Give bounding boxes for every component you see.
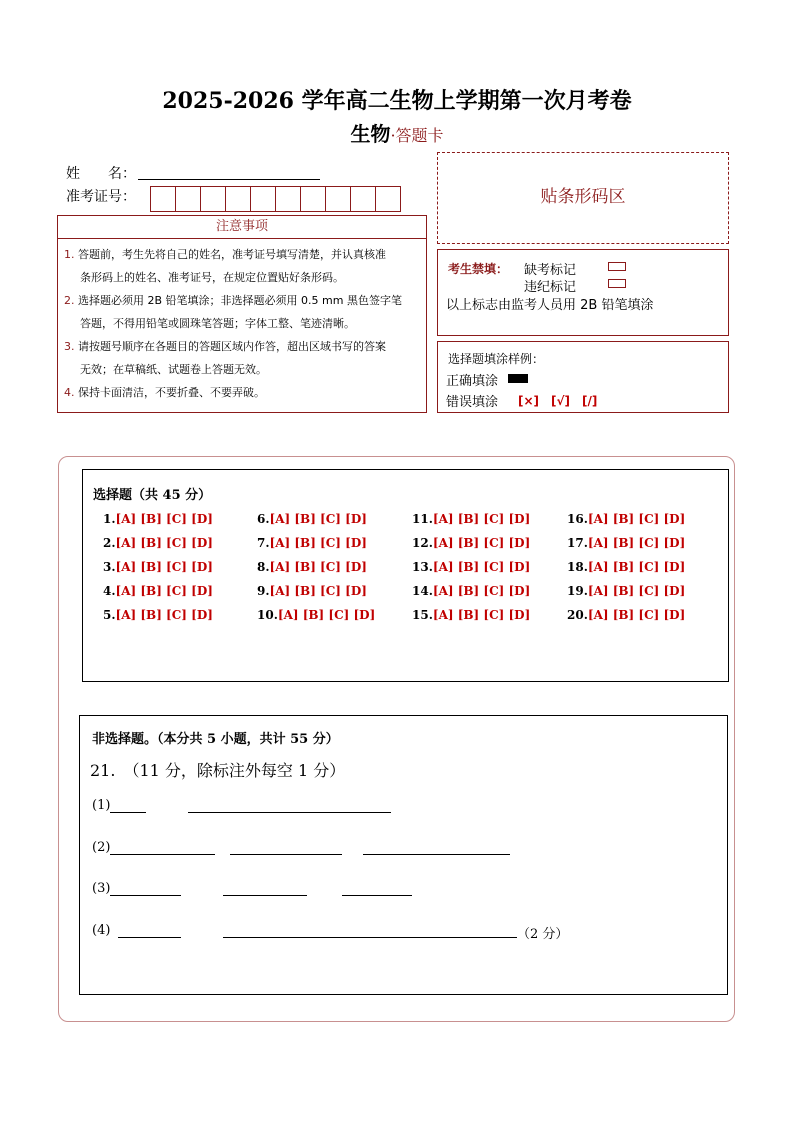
question-number: 20.	[567, 608, 588, 622]
answer-card-label: ·答题卡	[390, 126, 444, 145]
question-number: 19.	[567, 584, 588, 598]
id-digit-box[interactable]	[150, 186, 176, 212]
choice-question-19[interactable]	[567, 584, 685, 598]
answer-line[interactable]	[110, 812, 146, 813]
answer-options[interactable]: [A] [B] [C] [D]	[432, 536, 531, 550]
correct-fill-mark	[508, 374, 528, 383]
answer-options[interactable]: [A] [B] [C] [D]	[432, 512, 531, 526]
question-number: 16.	[567, 512, 588, 526]
choice-question-13[interactable]	[412, 560, 530, 574]
notice-item: 4. 保持卡面清洁，不要折叠、不要弄破。	[64, 386, 265, 399]
choice-question-9[interactable]	[257, 584, 367, 598]
card-subtitle	[0, 118, 794, 147]
exam-id-boxes[interactable]	[150, 186, 400, 212]
answer-options[interactable]: [A] [B] [C] [D]	[115, 536, 213, 550]
question-number: 4.	[103, 584, 116, 598]
choice-question-17[interactable]	[567, 536, 685, 550]
id-digit-box[interactable]	[225, 186, 251, 212]
answer-line[interactable]	[223, 895, 307, 896]
forbid-note: 以上标志由监考人员用 2B 铅笔填涂	[446, 298, 654, 313]
question-number: 6.	[257, 512, 270, 526]
notice-item-cont: 无效；在草稿纸、试题卷上答题无效。	[80, 363, 267, 376]
answer-line[interactable]	[363, 854, 510, 855]
answer-options[interactable]: [A] [B] [C] [D]	[432, 608, 531, 622]
answer-options[interactable]: [A] [B] [C] [D]	[115, 608, 213, 622]
notice-item-cont: 条形码上的姓名、准考证号，在规定位置贴好条形码。	[80, 271, 344, 284]
answer-line[interactable]	[230, 854, 342, 855]
choice-question-18[interactable]	[567, 560, 685, 574]
sub-question-4-score: （2 分）	[517, 927, 569, 942]
choice-question-10[interactable]	[257, 608, 375, 622]
choice-question-15[interactable]	[412, 608, 530, 622]
absent-mark-box[interactable]	[608, 262, 626, 271]
id-digit-box[interactable]	[175, 186, 201, 212]
nonchoice-title: 非选择题。（本分共 5 小题，共计 55 分）	[92, 732, 339, 747]
sub-question-1-label: (1)	[92, 798, 111, 813]
barcode-area: 贴条形码区	[437, 152, 729, 244]
answer-options[interactable]: [A] [B] [C] [D]	[587, 536, 686, 550]
nonchoice-section	[79, 715, 728, 995]
answer-options[interactable]: [A] [B] [C] [D]	[269, 584, 367, 598]
question-number: 11.	[412, 512, 433, 526]
answer-options[interactable]: [A] [B] [C] [D]	[269, 512, 367, 526]
answer-line[interactable]	[118, 937, 181, 938]
choice-question-8[interactable]	[257, 560, 367, 574]
fill-sample-box	[437, 341, 729, 413]
correct-fill-label: 正确填涂	[446, 374, 499, 389]
question-number: 15.	[412, 608, 433, 622]
answer-options[interactable]: [A] [B] [C] [D]	[277, 608, 376, 622]
answer-options[interactable]: [A] [B] [C] [D]	[115, 512, 213, 526]
examinee-forbid-box	[437, 249, 729, 336]
notice-box	[57, 215, 427, 413]
name-field[interactable]	[138, 179, 320, 180]
answer-line[interactable]	[188, 812, 391, 813]
answer-options[interactable]: [A] [B] [C] [D]	[432, 584, 531, 598]
question-number: 17.	[567, 536, 588, 550]
choice-question-2[interactable]	[103, 536, 213, 550]
choice-question-7[interactable]	[257, 536, 367, 550]
question-number: 10.	[257, 608, 278, 622]
id-digit-box[interactable]	[325, 186, 351, 212]
choice-question-16[interactable]	[567, 512, 685, 526]
answer-options[interactable]: [A] [B] [C] [D]	[587, 560, 686, 574]
sub-question-2-label: (2)	[92, 840, 111, 855]
choice-question-3[interactable]	[103, 560, 213, 574]
violation-mark-box[interactable]	[608, 279, 626, 288]
choice-title: 选择题（共 45 分）	[93, 488, 212, 503]
choice-question-20[interactable]	[567, 608, 685, 622]
question-number: 8.	[257, 560, 270, 574]
question-number: 12.	[412, 536, 433, 550]
answer-options[interactable]: [A] [B] [C] [D]	[587, 584, 686, 598]
answer-line[interactable]	[110, 854, 215, 855]
name-label: 姓 名：	[66, 166, 136, 182]
choice-question-14[interactable]	[412, 584, 530, 598]
question-21-title: 21. （11 分，除标注外每空 1 分）	[90, 761, 346, 780]
choice-question-11[interactable]	[412, 512, 530, 526]
notice-item: 3. 请按题号顺序在各题目的答题区域内作答，超出区域书写的答案	[64, 340, 386, 353]
id-digit-box[interactable]	[375, 186, 401, 212]
notice-item-cont: 答题，不得用铅笔或圆珠笔答题；字体工整、笔迹清晰。	[80, 317, 355, 330]
answer-options[interactable]: [A] [B] [C] [D]	[269, 560, 367, 574]
wrong-fill-label: 错误填涂	[446, 395, 499, 410]
notice-item: 1. 答题前，考生先将自己的姓名，准考证号填写清楚，并认真核准	[64, 248, 386, 261]
id-digit-box[interactable]	[275, 186, 301, 212]
notice-title: 注意事项	[58, 216, 426, 239]
sample-title: 选择题填涂样例：	[448, 352, 545, 366]
question-number: 13.	[412, 560, 433, 574]
answer-options[interactable]: [A] [B] [C] [D]	[115, 584, 213, 598]
question-number: 3.	[103, 560, 116, 574]
answer-options[interactable]: [A] [B] [C] [D]	[269, 536, 367, 550]
question-number: 5.	[103, 608, 116, 622]
answer-line[interactable]	[342, 895, 412, 896]
choice-question-5[interactable]	[103, 608, 213, 622]
choice-section	[82, 469, 729, 682]
exam-id-label: 准考证号：	[66, 189, 136, 205]
forbid-label: 考生禁填：	[448, 262, 509, 276]
id-digit-box[interactable]	[200, 186, 226, 212]
answer-line[interactable]	[223, 937, 517, 938]
id-digit-box[interactable]	[250, 186, 276, 212]
question-number: 14.	[412, 584, 433, 598]
answer-options[interactable]: [A] [B] [C] [D]	[115, 560, 213, 574]
notice-item: 2. 选择题必须用 2B 铅笔填涂；非选择题必须用 0.5 mm 黑色签字笔	[64, 294, 402, 307]
choice-question-12[interactable]	[412, 536, 530, 550]
id-digit-box[interactable]	[300, 186, 326, 212]
answer-options[interactable]: [A] [B] [C] [D]	[587, 512, 686, 526]
absent-mark-label: 缺考标记	[524, 263, 577, 278]
wrong-fill-marks: [×] [√] [/]	[518, 394, 598, 408]
choice-question-6[interactable]	[257, 512, 367, 526]
violation-mark-label: 违纪标记	[524, 280, 577, 295]
subject-name: 生物	[350, 122, 391, 146]
id-digit-box[interactable]	[350, 186, 376, 212]
question-number: 7.	[257, 536, 270, 550]
sub-question-3-label: (3)	[92, 881, 111, 896]
question-number: 9.	[257, 584, 270, 598]
answer-options[interactable]: [A] [B] [C] [D]	[432, 560, 531, 574]
question-number: 2.	[103, 536, 116, 550]
choice-question-4[interactable]	[103, 584, 213, 598]
question-number: 18.	[567, 560, 588, 574]
sub-question-4-label: (4)	[92, 923, 111, 938]
answer-line[interactable]	[110, 895, 181, 896]
exam-title: 2025-2026 学年高二生物上学期第一次月考卷	[162, 88, 632, 114]
choice-question-1[interactable]	[103, 512, 213, 526]
question-number: 1.	[103, 512, 116, 526]
answer-options[interactable]: [A] [B] [C] [D]	[587, 608, 686, 622]
notice-list	[58, 239, 426, 404]
